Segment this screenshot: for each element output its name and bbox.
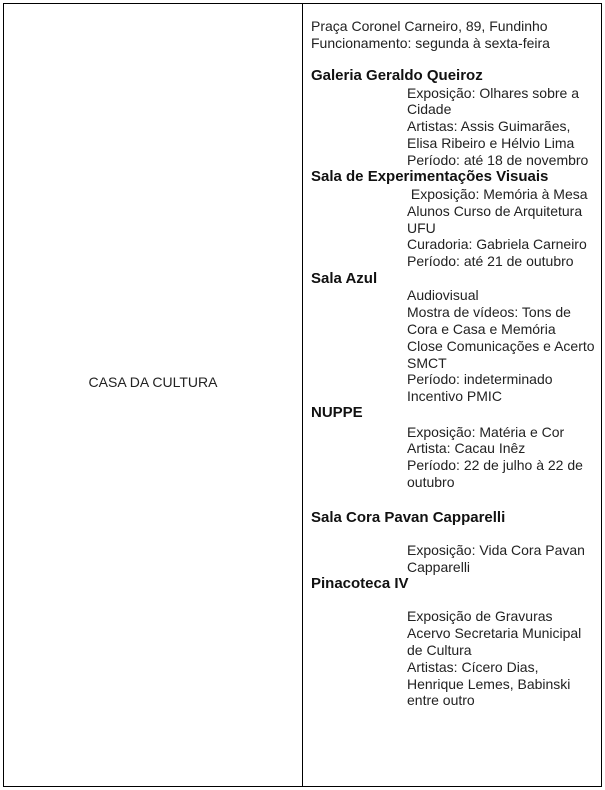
- venue-detail-block: [407, 542, 599, 576]
- venue-detail-line: Curadoria: Gabriela Carneiro: [407, 236, 587, 253]
- venue-details-cell: [311, 18, 601, 709]
- venue-name-cell: [4, 4, 302, 786]
- venue-title: Sala Azul: [311, 269, 378, 287]
- venue-detail-line: Período: até 18 de novembro: [407, 151, 589, 168]
- venue-detail-line: Artistas: Cícero Dias, Henrique Lemes, Babinski entre outro: [407, 658, 571, 709]
- venue-detail-line: Artista: Cacau Inêz: [407, 440, 526, 457]
- venue-detail-line: Artistas: Assis Guimarães, Elisa Ribeiro e Hélvio Lima: [407, 118, 575, 151]
- venue-detail-line: Período: indeterminado: [407, 371, 553, 388]
- venue-detail-line: Exposição de Gravuras: [407, 608, 553, 625]
- column-divider: [302, 4, 303, 786]
- venue-detail-line: Acervo Secretaria Municipal de Cultura: [407, 625, 582, 658]
- venue-detail-line: Exposição: Olhares sobre a Cidade: [407, 84, 579, 118]
- venue-title: Pinacoteca IV: [311, 574, 409, 592]
- venue-title: NUPPE: [311, 404, 363, 422]
- venue-detail-block: [407, 186, 599, 270]
- venue-detail-line: Audiovisual: [407, 287, 479, 304]
- venue-detail-line: Exposição: Memória à Mesa: [407, 185, 588, 202]
- venue-detail-line: Período: 22 de julho à 22 de outubro: [407, 457, 583, 490]
- events-table: [3, 3, 602, 787]
- venue-detail-line: Alunos Curso de Arquitetura UFU: [407, 202, 583, 236]
- venue-title: Sala Cora Pavan Capparelli: [311, 508, 506, 526]
- venue-detail-line: Incentivo PMIC: [407, 388, 502, 405]
- venue-title: Galeria Geraldo Queiroz: [311, 67, 483, 84]
- venue-detail-block: [407, 608, 599, 709]
- venue-detail-line: Close Comunicações e Acerto SMCT: [407, 337, 595, 371]
- address-line: Praça Coronel Carneiro, 89, Fundinho: [311, 18, 548, 34]
- venue-detail-line: Mostra de vídeos: Tons de Cora e Casa e Memória: [407, 304, 571, 338]
- venue-detail-block: [407, 85, 599, 169]
- venue-detail-line: Exposição: Matéria e Cor: [407, 423, 565, 440]
- venue-title: Sala de Experimentações Visuais: [311, 168, 549, 186]
- venue-detail-line: Período: até 21 de outubro: [407, 253, 574, 270]
- venue-detail-block: [407, 424, 599, 491]
- venue-detail-line: Exposição: Vida Cora Pavan Capparelli: [407, 542, 585, 576]
- venue-name-label: CASA DA CULTURA: [88, 374, 218, 390]
- opening-hours-line: Funcionamento: segunda à sexta-feira: [311, 34, 550, 51]
- venue-detail-block: [407, 287, 599, 405]
